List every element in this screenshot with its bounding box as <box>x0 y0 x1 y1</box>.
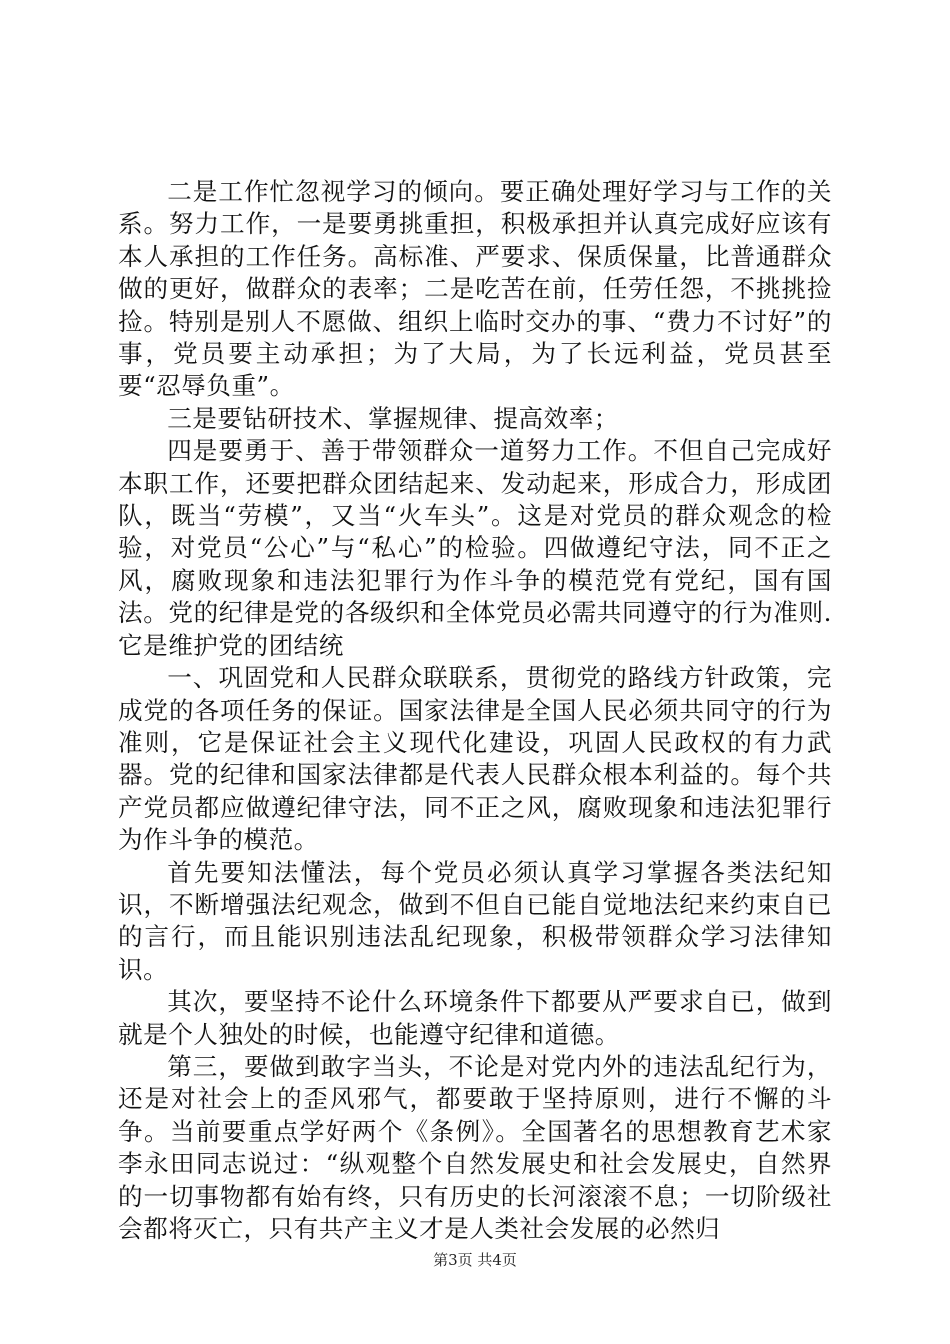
page-number-footer: 第3页 共4页 <box>433 1251 517 1269</box>
document-body <box>118 176 832 1245</box>
paragraph-strict-self-discipline: 其次，要坚持不论什么环境条件下都要从严要求自已，做到就是个人独处的时候，也能遵守纪律和道德。 <box>118 987 832 1049</box>
paragraph-lead-masses: 四是要勇于、善于带领群众一道努力工作。不但自己完成好本职工作，还要把群众团结起来、发动起来，形成合力，形成团队，既当“劳模”，又当“火车头”。这是对党员的群众观念的检验，对党员“公心”与“私心”的检验。四做遵纪守法，同不正之风，腐败现象和违法犯罪行为作斗争的模范党有党纪，国有国法。党的纪律是党的各级织和全体党员必需共同遵守的行为准则.它是维护党的团结统 <box>118 436 832 660</box>
paragraph-study-work-balance: 二是工作忙忽视学习的倾向。要正确处理好学习与工作的关系。努力工作，一是要勇挑重担，积极承担并认真完成好应该有本人承担的工作任务。高标准、严要求、保质保量，比普通群众做的更好，做群众的表率；二是吃苦在前，任劳任怨，不挑挑捡捡。特别是别人不愿做、组织上临时交办的事、“费力不讨好”的事，党员要主动承担；为了大局，为了长远利益，党员甚至要“忍辱负重”。 <box>118 177 832 401</box>
paragraph-dare-to-act: 第三，要做到敢字当头，不论是对党内外的违法乱纪行为，还是对社会上的歪风邪气，都要敢于坚持原则，进行不懈的斗争。当前要重点学好两个《条例》。全国著名的思想教育艺术家李永田同志说过：“纵观整个自然发展史和社会发展史，自然界的一切事物都有始有终，只有历史的长河滚滚不息；一切阶级社会都将灭亡，只有共产主义才是人类社会发展的必然归 <box>118 1051 832 1243</box>
paragraph-know-the-law: 首先要知法懂法，每个党员必须认真学习掌握各类法纪知识，不断增强法纪观念，做到不但自已能自觉地法纪来约束自已的言行，而且能识别违法乱纪现象，积极带领群众学习法律知识。 <box>118 857 832 984</box>
paragraph-technical-skills: 三是要钻研技术、掌握规律、提高效率； <box>167 403 619 433</box>
paragraph-party-discipline: 一、巩固党和人民群众联联系，贯彻党的路线方针政策，完成党的各项任务的保证。国家法律是全国人民必须共同守的行为准则，它是保证社会主义现代化建设，巩固人民政权的有力武器。党的纪律和国家法律都是代表人民群众根本利益的。每个共产党员都应做遵纪律守法，同不正之风，腐败现象和违法犯罪行为作斗争的模范。 <box>118 663 832 855</box>
